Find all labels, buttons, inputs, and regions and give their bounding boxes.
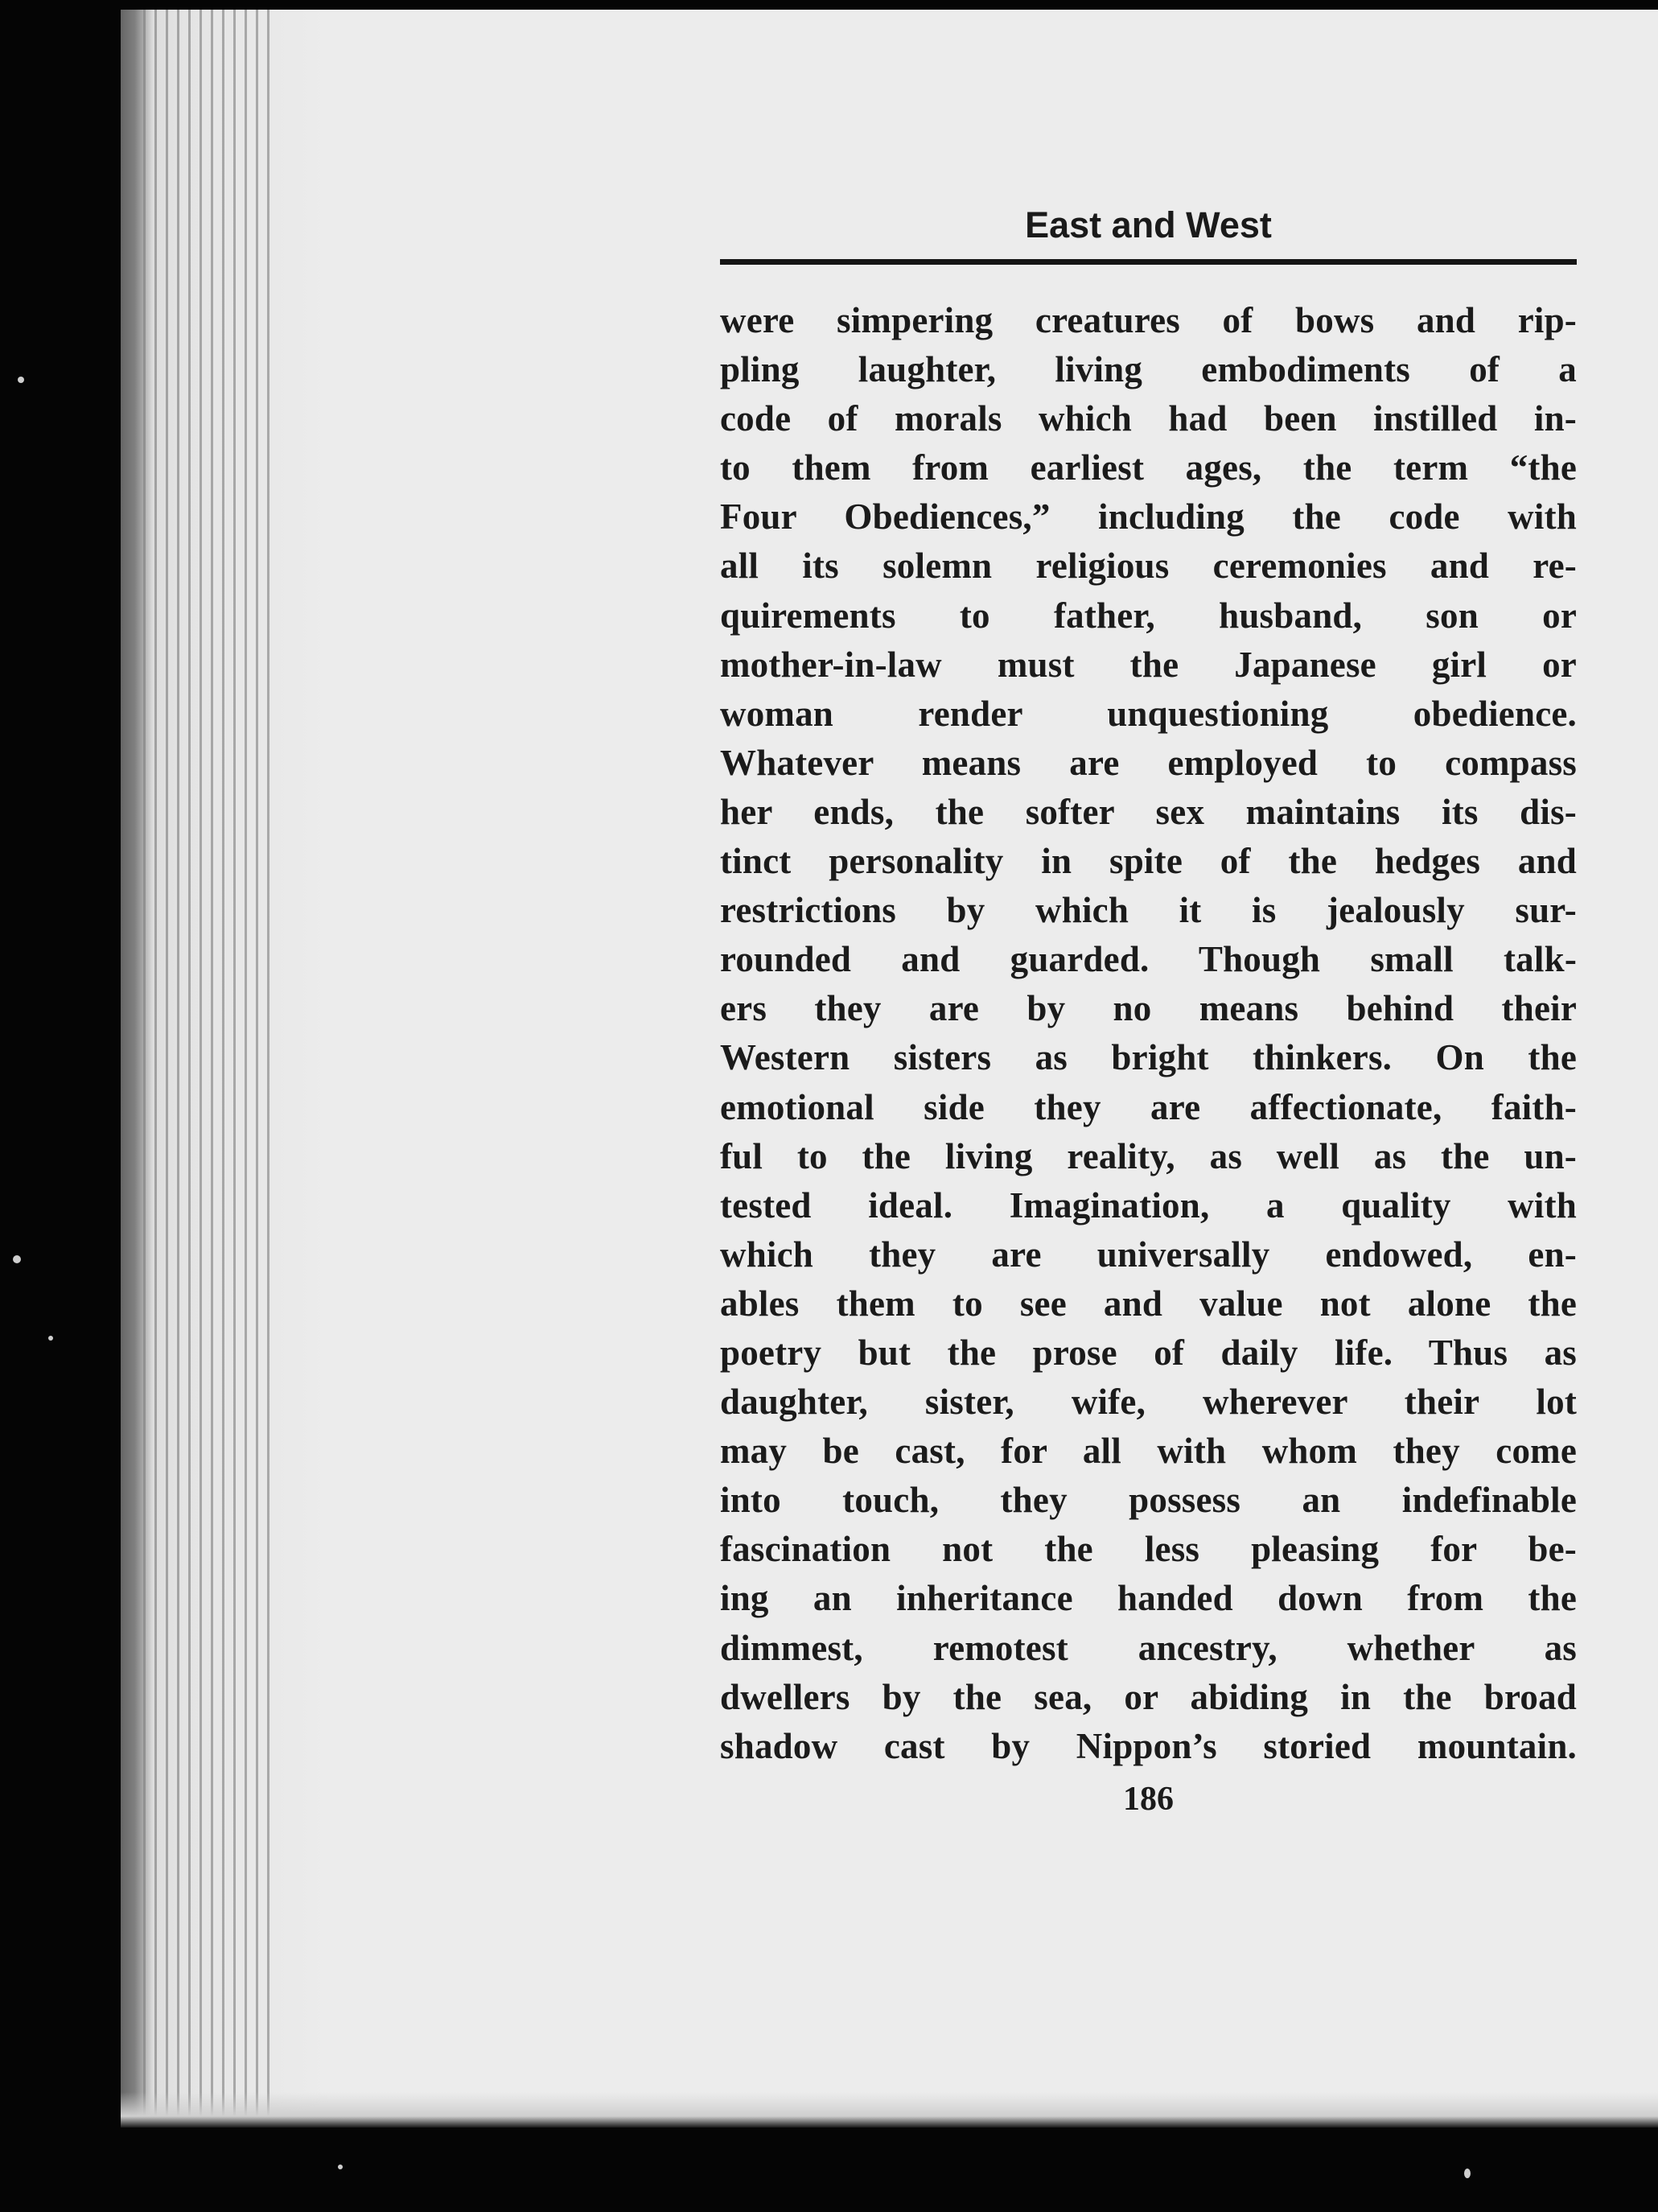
spine-shadow <box>121 10 153 2128</box>
text-line: quirements to father, husband, son or <box>720 595 1577 636</box>
text-line: may be cast, for all with whom they come <box>720 1431 1577 1472</box>
text-line: dwellers by the sea, or abiding in the broad <box>720 1676 1577 1717</box>
scan-speck <box>18 377 24 383</box>
text-line: all its solemn religious ceremonies and re- <box>720 546 1577 587</box>
text-line: shadow cast by Nippon’s storied mountain. <box>720 1725 1577 1766</box>
text-line: to them from earliest ages, the term “the <box>720 447 1577 488</box>
text-line: ing an inheritance handed down from the <box>720 1578 1577 1619</box>
text-line: pling laughter, living embodiments of a <box>720 349 1577 390</box>
page-number: 186 <box>1123 1781 1174 1818</box>
text-line: emotional side they are affectionate, faith- <box>720 1086 1577 1127</box>
text-line: Whatever means are employed to compass <box>720 742 1577 783</box>
text-line: fascination not the less pleasing for be- <box>720 1529 1577 1570</box>
scan-speck <box>48 1336 53 1341</box>
text-line: tinct personality in spite of the hedges and <box>720 841 1577 882</box>
text-line: Western sisters as bright thinkers. On the <box>720 1037 1577 1078</box>
scan-speck <box>13 1255 21 1263</box>
text-line: tested ideal. Imagination, a quality with <box>720 1184 1577 1225</box>
body-text <box>720 296 1577 1771</box>
scan-speck <box>1464 2169 1471 2178</box>
text-line: restrictions by which it is jealously sur- <box>720 890 1577 931</box>
text-line: mother-in-law must the Japanese girl or <box>720 644 1577 685</box>
page-edges <box>121 10 274 2128</box>
page-bottom-edge <box>121 2092 1658 2128</box>
text-line: rounded and guarded. Though small talk- <box>720 939 1577 980</box>
text-line: woman render unquestioning obedience. <box>720 693 1577 734</box>
text-line: were simpering creatures of bows and rip- <box>720 300 1577 340</box>
text-line: ers they are by no means behind their <box>720 988 1577 1029</box>
running-header: East and West <box>1025 204 1272 245</box>
text-line: poetry but the prose of daily life. Thus as <box>720 1332 1577 1373</box>
text-line: her ends, the softer sex maintains its dis- <box>720 791 1577 832</box>
header-rule <box>720 259 1577 265</box>
text-line: ables them to see and value not alone the <box>720 1283 1577 1324</box>
text-line: code of morals which had been instilled in- <box>720 398 1577 439</box>
text-line: ful to the living reality, as well as the un- <box>720 1135 1577 1176</box>
text-line: Four Obediences,” including the code with <box>720 496 1577 538</box>
text-line: which they are universally endowed, en- <box>720 1234 1577 1275</box>
text-line: daughter, sister, wife, wherever their lot <box>720 1382 1577 1423</box>
text-line: into touch, they possess an indefinable <box>720 1480 1577 1521</box>
text-line: dimmest, remotest ancestry, whether as <box>720 1627 1577 1668</box>
scan-speck <box>338 2165 343 2169</box>
